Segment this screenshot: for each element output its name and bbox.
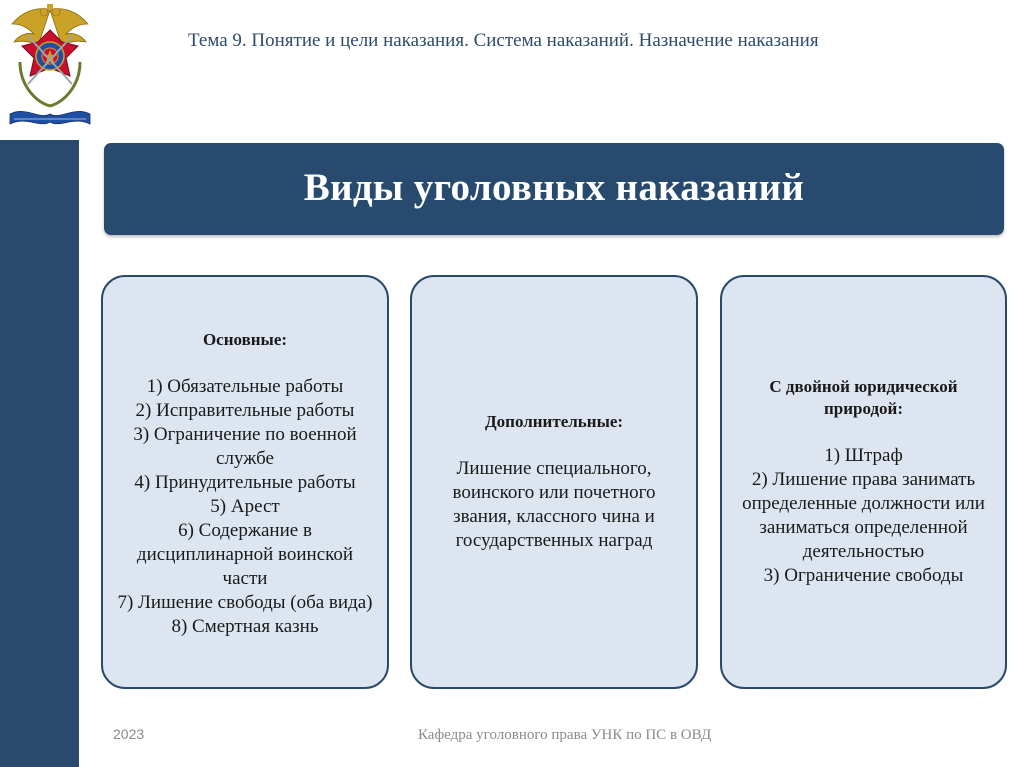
- list-item: 8) Смертная казнь: [171, 616, 319, 637]
- list-item: 1) Обязательные работы: [146, 376, 344, 397]
- left-sidebar-bar: [0, 140, 79, 767]
- card-title: С двойной юридической природой:: [769, 377, 958, 418]
- list-item: 5) Арест: [210, 496, 280, 517]
- card-dual-nature-punishments: [720, 275, 1007, 689]
- slide-title-banner: [104, 143, 1004, 235]
- card-main-punishments: [101, 275, 389, 689]
- list-item: Лишение специального, воинского или почетного звания, классного чина и государственных наград: [452, 458, 656, 551]
- academy-emblem-icon: [6, 2, 94, 130]
- card-title: Основные:: [202, 330, 288, 349]
- list-item: 1) Штраф: [824, 445, 903, 466]
- footer-department: Кафедра уголовного права УНК по ПС в ОВД: [418, 727, 712, 743]
- list-item: 2) Лишение права занимать определенные должности или заниматься определенной деятельностью: [742, 469, 985, 562]
- slide-title: Виды уголовных наказаний: [303, 165, 805, 209]
- list-item: 6) Содержание в дисциплинарной воинской части: [136, 520, 354, 589]
- list-item: 3) Ограничение свободы: [763, 565, 964, 586]
- topic-title: Тема 9. Понятие и цели наказания. Система наказаний. Назначение наказания: [188, 30, 819, 51]
- card-title: Дополнительные:: [484, 412, 624, 431]
- card-additional-punishments: [410, 275, 698, 689]
- list-item: 7) Лишение свободы (оба вида): [117, 592, 373, 613]
- footer-year: 2023: [113, 726, 145, 742]
- list-item: 2) Исправительные работы: [135, 400, 355, 421]
- list-item: 3) Ограничение по военной службе: [133, 424, 357, 469]
- list-item: 4) Принудительные работы: [134, 472, 356, 493]
